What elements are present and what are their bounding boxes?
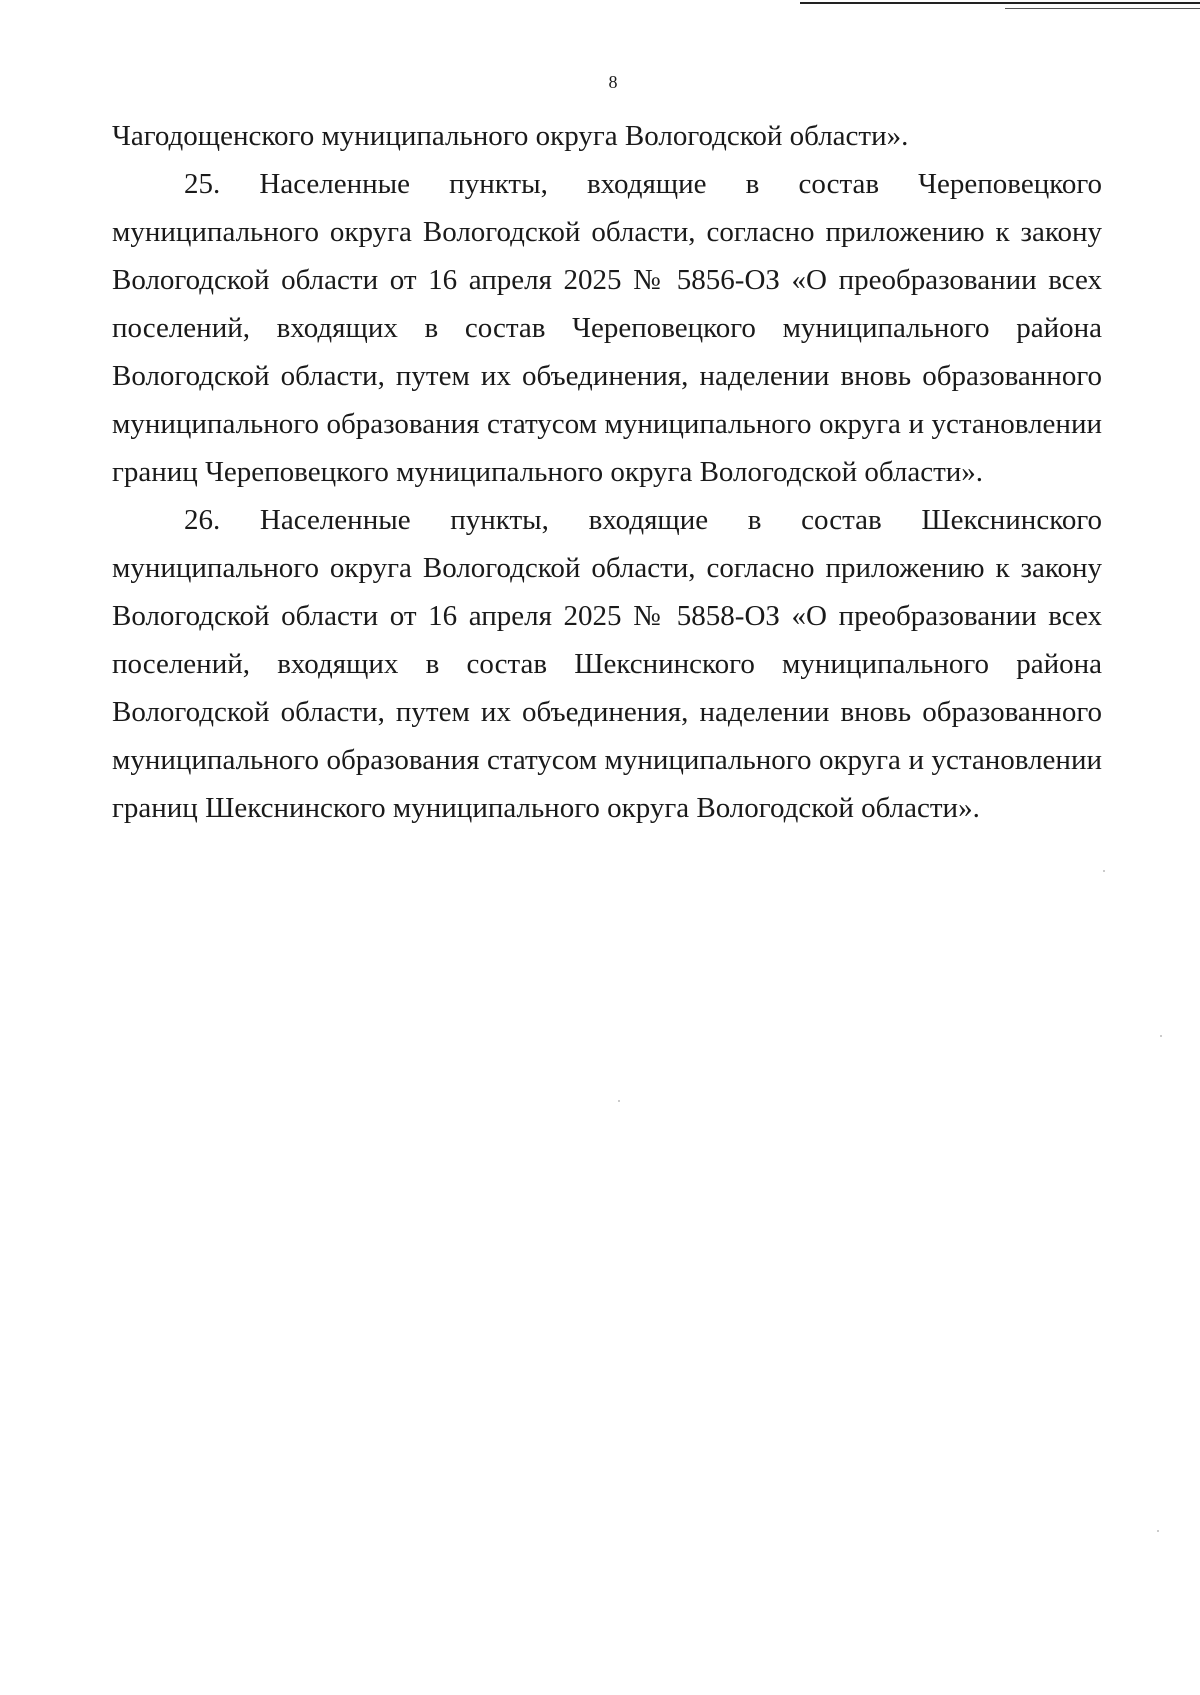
scan-speck <box>1160 1035 1162 1037</box>
document-body <box>112 112 1102 832</box>
scan-edge-line <box>800 2 1200 4</box>
paragraph-25: 25. Населенные пункты, входящие в состав Череповецкого муниципального округа Вологодской области, согласно приложению к закону Вологодской области от 16 апреля 2025 № 5856-ОЗ «О преобразовании всех поселений, входящих в состав Череповецкого муниципального района Вологодской области, путем их объединения, наделении вновь образованного муниципального образования статусом муниципального округа и установлении границ Череповецкого муниципального округа Вологодской области». <box>112 168 1102 488</box>
scan-edge-line-secondary <box>1005 8 1200 9</box>
scan-speck <box>1103 870 1105 872</box>
paragraph-26: 26. Населенные пункты, входящие в состав Шекснинского муниципального округа Вологодской области, согласно приложению к закону Вологодской области от 16 апреля 2025 № 5858-ОЗ «О преобразовании всех поселений, входящих в состав Шекснинского муниципального района Вологодской области, путем их объединения, наделении вновь образованного муниципального образования статусом муниципального округа и установлении границ Шекснинского муниципального округа Вологодской области». <box>112 504 1102 824</box>
continuation-paragraph: Чагодощенского муниципального округа Вологодской области». <box>112 120 909 152</box>
page-number: 8 <box>608 72 618 92</box>
scan-speck <box>618 1100 620 1102</box>
scan-speck <box>1157 1530 1159 1532</box>
